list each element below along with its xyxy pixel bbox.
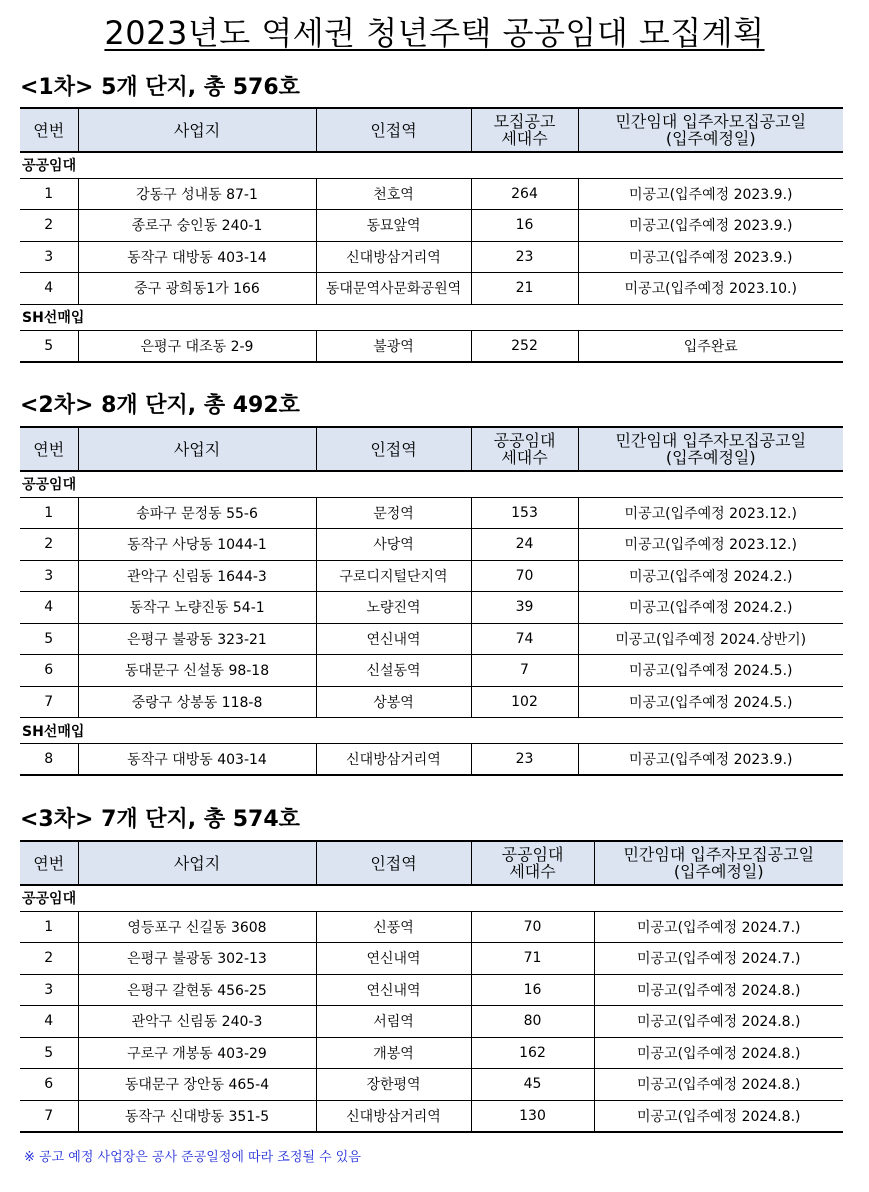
- group-row: [20, 471, 843, 497]
- table-row: [20, 1100, 843, 1132]
- group-label: SH선매입: [20, 718, 843, 744]
- cell-date: 미공고(입주예정 2024.상반기): [578, 623, 843, 655]
- cell-station: 사당역: [316, 529, 471, 561]
- cell-date: 미공고(입주예정 2024.5.): [578, 686, 843, 718]
- cell-date: 입주완료: [578, 330, 843, 362]
- cell-site: 동작구 사당동 1044-1: [78, 529, 316, 561]
- table-row: [20, 1069, 843, 1101]
- group-label: 공공임대: [20, 885, 843, 911]
- cell-units: 252: [471, 330, 578, 362]
- cell-site: 은평구 대조동 2-9: [78, 330, 316, 362]
- header-units-line: 세대수: [509, 862, 556, 881]
- table-row: [20, 330, 843, 362]
- cell-station: 천호역: [316, 178, 471, 210]
- header-date: [578, 427, 843, 471]
- round-3-table: [20, 840, 843, 1133]
- header-site: 사업지: [78, 108, 316, 152]
- cell-site: 종로구 숭인동 240-1: [78, 210, 316, 242]
- cell-station: 연신내역: [316, 974, 471, 1006]
- header-date-line: 민간임대 입주자모집공고일: [623, 845, 815, 864]
- header-row: [20, 841, 843, 885]
- header-site: 사업지: [78, 427, 316, 471]
- cell-units: 16: [471, 210, 578, 242]
- cell-station: 문정역: [316, 497, 471, 529]
- cell-units: 130: [471, 1100, 594, 1132]
- cell-no: 3: [20, 560, 78, 592]
- cell-station: 구로디지털단지역: [316, 560, 471, 592]
- cell-site: 동작구 대방동 403-14: [78, 744, 316, 776]
- header-station: 인접역: [316, 841, 471, 885]
- page-title: 2023년도 역세권 청년주택 공공임대 모집계획: [104, 14, 765, 52]
- cell-date: 미공고(입주예정 2024.8.): [594, 1069, 843, 1101]
- cell-no: 5: [20, 623, 78, 655]
- cell-station: 연신내역: [316, 623, 471, 655]
- header-units-line: 공공임대: [501, 845, 564, 864]
- header-date: [594, 841, 843, 885]
- cell-units: 21: [471, 273, 578, 305]
- header-no: 연번: [20, 427, 78, 471]
- cell-no: 1: [20, 497, 78, 529]
- cell-units: 70: [471, 560, 578, 592]
- cell-site: 동작구 신대방동 351-5: [78, 1100, 316, 1132]
- cell-units: 74: [471, 623, 578, 655]
- group-row: [20, 718, 843, 744]
- header-station: 인접역: [316, 108, 471, 152]
- cell-date: 미공고(입주예정 2024.7.): [594, 911, 843, 943]
- cell-date: 미공고(입주예정 2023.12.): [578, 497, 843, 529]
- header-units: [471, 427, 578, 471]
- cell-units: 102: [471, 686, 578, 718]
- table-row: [20, 943, 843, 975]
- header-units-line: 세대수: [501, 129, 548, 148]
- cell-site: 강동구 성내동 87-1: [78, 178, 316, 210]
- cell-site: 은평구 불광동 323-21: [78, 623, 316, 655]
- cell-no: 7: [20, 1100, 78, 1132]
- cell-no: 6: [20, 655, 78, 687]
- round-2-table: [20, 426, 843, 776]
- table-row: [20, 655, 843, 687]
- cell-date: 미공고(입주예정 2024.7.): [594, 943, 843, 975]
- header-units: [471, 108, 578, 152]
- header-units-line: 모집공고: [493, 112, 556, 131]
- cell-site: 중구 광희동1가 166: [78, 273, 316, 305]
- cell-no: 1: [20, 911, 78, 943]
- cell-station: 연신내역: [316, 943, 471, 975]
- cell-station: 상봉역: [316, 686, 471, 718]
- header-units-line: 세대수: [501, 448, 548, 467]
- header-units-line: 공공임대: [493, 431, 556, 450]
- cell-no: 5: [20, 1037, 78, 1069]
- header-date: [578, 108, 843, 152]
- cell-date: 미공고(입주예정 2024.8.): [594, 1006, 843, 1038]
- table-row: [20, 911, 843, 943]
- header-units: [471, 841, 594, 885]
- cell-site: 동대문구 장안동 465-4: [78, 1069, 316, 1101]
- cell-units: 39: [471, 592, 578, 624]
- cell-station: 신대방삼거리역: [316, 744, 471, 776]
- cell-units: 7: [471, 655, 578, 687]
- cell-site: 동작구 노량진동 54-1: [78, 592, 316, 624]
- cell-site: 구로구 개봉동 403-29: [78, 1037, 316, 1069]
- cell-units: 23: [471, 744, 578, 776]
- group-label: 공공임대: [20, 471, 843, 497]
- cell-units: 23: [471, 241, 578, 273]
- cell-no: 8: [20, 744, 78, 776]
- cell-no: 3: [20, 974, 78, 1006]
- cell-station: 신대방삼거리역: [316, 1100, 471, 1132]
- cell-date: 미공고(입주예정 2023.9.): [578, 241, 843, 273]
- cell-station: 동대문역사문화공원역: [316, 273, 471, 305]
- cell-no: 6: [20, 1069, 78, 1101]
- cell-units: 162: [471, 1037, 594, 1069]
- cell-station: 노량진역: [316, 592, 471, 624]
- round-2-title: <2차> 8개 단지, 총 492호: [20, 393, 300, 418]
- cell-date: 미공고(입주예정 2024.8.): [594, 1037, 843, 1069]
- cell-station: 불광역: [316, 330, 471, 362]
- table-row: [20, 210, 843, 242]
- group-label: 공공임대: [20, 152, 843, 178]
- cell-site: 영등포구 신길동 3608: [78, 911, 316, 943]
- cell-no: 4: [20, 592, 78, 624]
- table-row: [20, 592, 843, 624]
- group-row: [20, 152, 843, 178]
- cell-station: 신풍역: [316, 911, 471, 943]
- cell-no: 7: [20, 686, 78, 718]
- table-row: [20, 1037, 843, 1069]
- cell-date: 미공고(입주예정 2023.9.): [578, 744, 843, 776]
- table-row: [20, 273, 843, 305]
- cell-site: 동대문구 신설동 98-18: [78, 655, 316, 687]
- cell-units: 264: [471, 178, 578, 210]
- cell-date: 미공고(입주예정 2023.9.): [578, 210, 843, 242]
- group-row: [20, 304, 843, 330]
- cell-site: 중랑구 상봉동 118-8: [78, 686, 316, 718]
- cell-date: 미공고(입주예정 2023.12.): [578, 529, 843, 561]
- round-1-title: <1차> 5개 단지, 총 576호: [20, 75, 300, 100]
- group-row: [20, 885, 843, 911]
- cell-date: 미공고(입주예정 2024.5.): [578, 655, 843, 687]
- cell-site: 관악구 신림동 1644-3: [78, 560, 316, 592]
- table-row: [20, 497, 843, 529]
- group-label: SH선매입: [20, 304, 843, 330]
- header-no: 연번: [20, 108, 78, 152]
- cell-date: 미공고(입주예정 2024.2.): [578, 592, 843, 624]
- cell-units: 80: [471, 1006, 594, 1038]
- cell-station: 개봉역: [316, 1037, 471, 1069]
- table-row: [20, 686, 843, 718]
- header-row: [20, 427, 843, 471]
- table-row: [20, 241, 843, 273]
- table-row: [20, 1006, 843, 1038]
- cell-units: 70: [471, 911, 594, 943]
- cell-station: 서림역: [316, 1006, 471, 1038]
- cell-station: 동묘앞역: [316, 210, 471, 242]
- cell-date: 미공고(입주예정 2023.10.): [578, 273, 843, 305]
- header-row: [20, 108, 843, 152]
- cell-no: 2: [20, 210, 78, 242]
- cell-no: 2: [20, 943, 78, 975]
- header-date-line: (입주예정일): [665, 448, 756, 467]
- header-date-line: (입주예정일): [673, 862, 764, 881]
- cell-units: 153: [471, 497, 578, 529]
- cell-station: 신설동역: [316, 655, 471, 687]
- cell-date: 미공고(입주예정 2024.2.): [578, 560, 843, 592]
- table-row: [20, 560, 843, 592]
- table-row: [20, 744, 843, 776]
- cell-units: 24: [471, 529, 578, 561]
- cell-station: 장한평역: [316, 1069, 471, 1101]
- cell-no: 2: [20, 529, 78, 561]
- header-date-line: 민간임대 입주자모집공고일: [615, 112, 807, 131]
- cell-site: 송파구 문정동 55-6: [78, 497, 316, 529]
- header-site: 사업지: [78, 841, 316, 885]
- header-date-line: (입주예정일): [665, 129, 756, 148]
- cell-site: 은평구 갈현동 456-25: [78, 974, 316, 1006]
- cell-units: 16: [471, 974, 594, 1006]
- table-row: [20, 974, 843, 1006]
- cell-site: 은평구 불광동 302-13: [78, 943, 316, 975]
- cell-site: 동작구 대방동 403-14: [78, 241, 316, 273]
- header-no: 연번: [20, 841, 78, 885]
- table-row: [20, 529, 843, 561]
- cell-station: 신대방삼거리역: [316, 241, 471, 273]
- cell-no: 1: [20, 178, 78, 210]
- round-3-title: <3차> 7개 단지, 총 574호: [20, 807, 300, 832]
- cell-no: 4: [20, 1006, 78, 1038]
- round-1-table: [20, 107, 843, 363]
- cell-site: 관악구 신림동 240-3: [78, 1006, 316, 1038]
- cell-date: 미공고(입주예정 2023.9.): [578, 178, 843, 210]
- cell-date: 미공고(입주예정 2024.8.): [594, 974, 843, 1006]
- cell-no: 5: [20, 330, 78, 362]
- header-station: 인접역: [316, 427, 471, 471]
- header-date-line: 민간임대 입주자모집공고일: [615, 431, 807, 450]
- cell-date: 미공고(입주예정 2024.8.): [594, 1100, 843, 1132]
- cell-units: 45: [471, 1069, 594, 1101]
- table-row: [20, 623, 843, 655]
- cell-no: 4: [20, 273, 78, 305]
- cell-no: 3: [20, 241, 78, 273]
- table-row: [20, 178, 843, 210]
- cell-units: 71: [471, 943, 594, 975]
- footnote: ※ 공고 예정 사업장은 공사 준공일정에 따라 조정될 수 있음: [24, 1150, 361, 1165]
